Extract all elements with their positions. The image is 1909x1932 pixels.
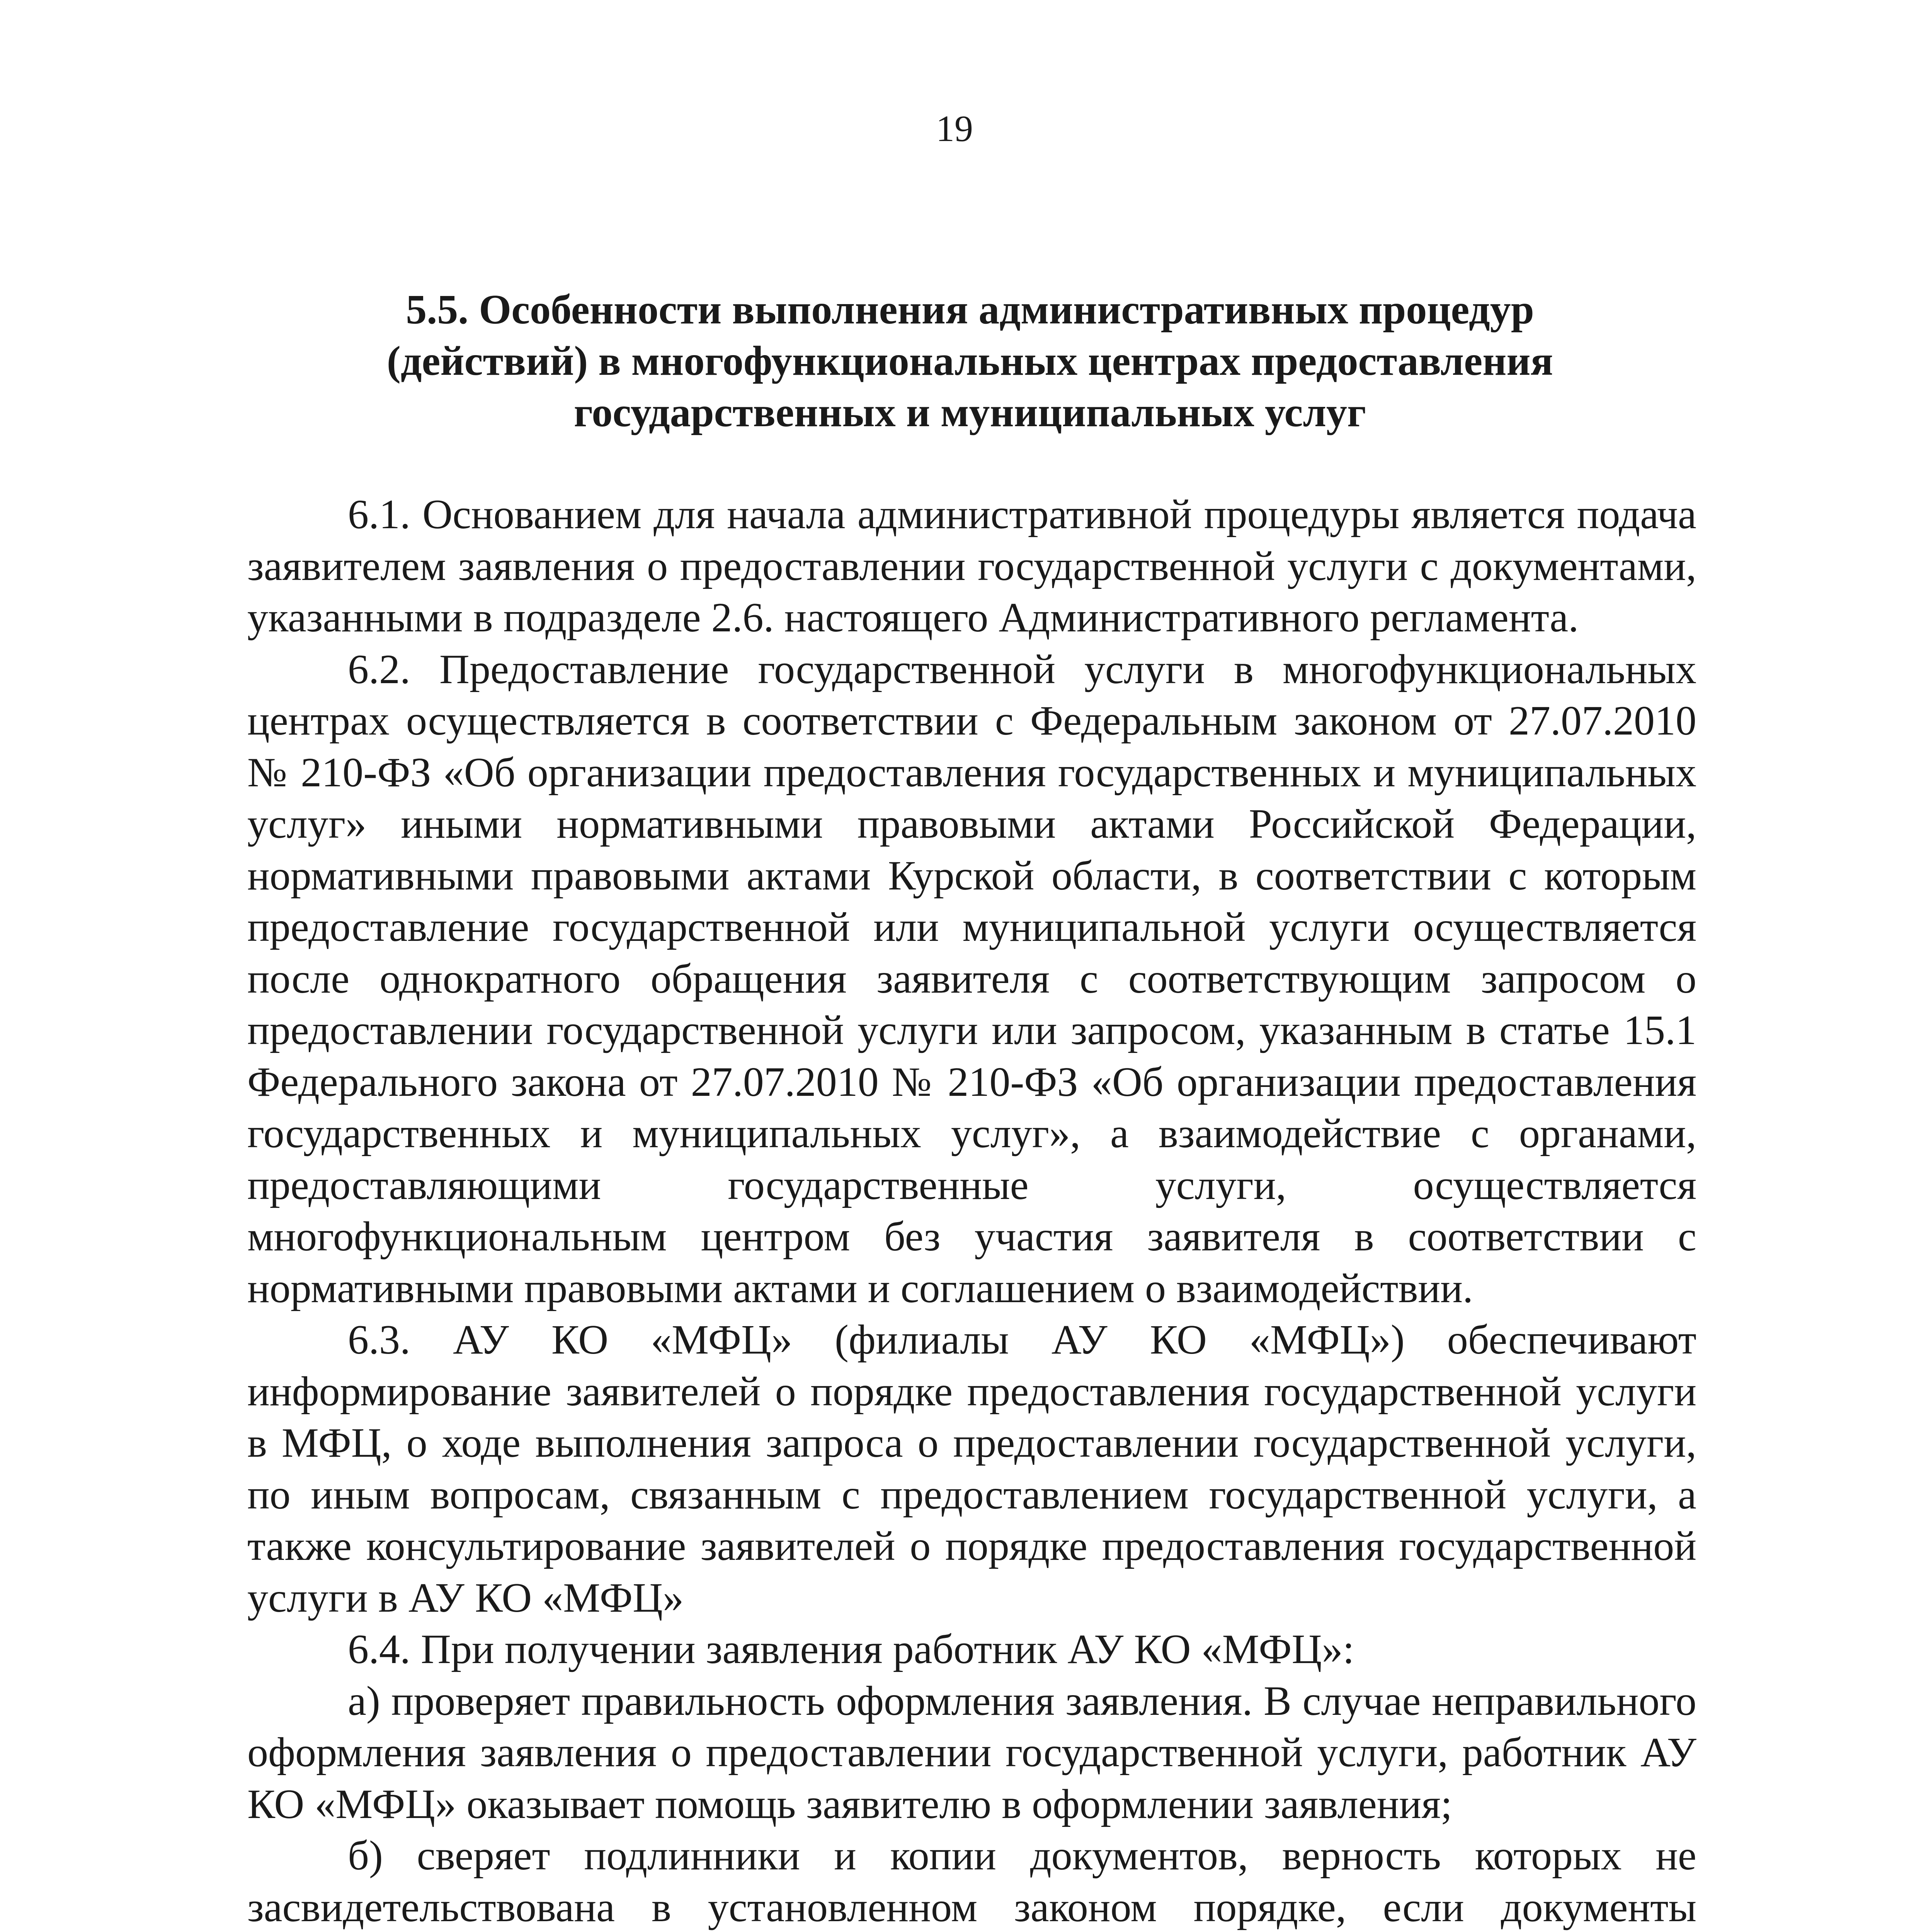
paragraph-6-3: 6.3. АУ КО «МФЦ» (филиалы АУ КО «МФЦ») обеспечивают информирование заявителей о порядке предоставления государственной услуги в МФЦ, о ходе выполнения запроса о предоставлении государственной услуги, по иным вопросам, связанным с предоставлением государственной услуги, а также консультирование заявителей о порядке предоставления государственной услуги в АУ КО «МФЦ» — [247, 1317, 1696, 1621]
body-text — [247, 489, 1696, 1932]
paragraph-6-4: 6.4. При получении заявления работник АУ КО «МФЦ»: — [348, 1626, 1354, 1672]
paragraph-6-4-b: б) сверяет подлинники и копии документов, верность которых не засвидетельствована в установленном законом порядке, если документы — [247, 1833, 1696, 1930]
section-heading — [247, 284, 1693, 438]
heading-line: (действий) в многофункциональных центрах предоставления — [386, 338, 1553, 384]
heading-line: государственных и муниципальных услуг — [573, 389, 1366, 435]
page-number: 19 — [936, 108, 973, 149]
paragraph-6-1: 6.1. Основанием для начала административной процедуры является подача заявителем заявления о предоставлении государственной услуги с документами, указанными в подразделе 2.6. настоящего Административного регламента. — [247, 492, 1696, 641]
paragraph-6-2: 6.2. Предоставление государственной услуги в многофункциональных центрах осуществляется в соответствии с Федеральным законом от 27.07.2010 № 210-ФЗ «Об организации предоставления государственных и муниципальных услуг» иными нормативными правовыми актами Российской Федерации, нормативными правовыми актами Курской области, в соответствии с которым предоставление государственной или муниципальной услуги осуществляется после однократного обращения заявителя с соответствующим запросом о предоставлении государственной услуги или запросом, указанным в статье 15.1 Федерального закона от 27.07.2010 № 210-ФЗ «Об организации предоставления государственных и муниципальных услуг», а взаимодействие с органами, предоставляющими государственные услуги, осуществляется многофункциональным центром без участия заявителя в соответствии с нормативными правовыми актами и соглашением о взаимодействии. — [247, 646, 1696, 1311]
heading-line: 5.5. Особенности выполнения административных процедур — [406, 287, 1534, 333]
paragraph-6-4-a: а) проверяет правильность оформления заявления. В случае неправильного оформления заявления о предоставлении государственной услуги, работник АУ КО «МФЦ» оказывает помощь заявителю в оформлении заявления; — [247, 1678, 1696, 1827]
